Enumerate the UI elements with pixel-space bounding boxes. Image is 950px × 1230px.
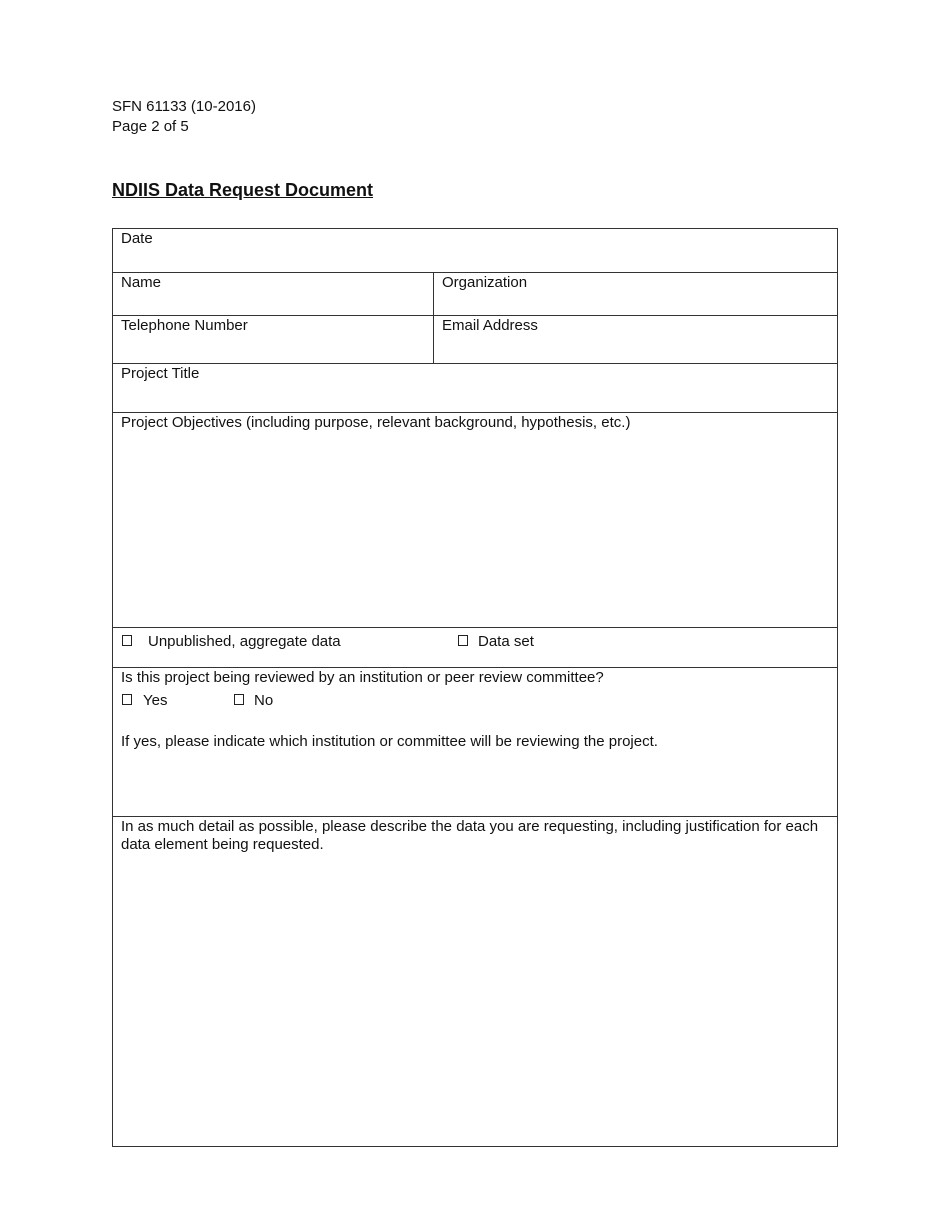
review-followup-label: If yes, please indicate which institution or committee will be reviewing the project. xyxy=(121,733,658,750)
data-set-checkbox[interactable] xyxy=(458,635,468,646)
project-objectives-field[interactable] xyxy=(113,413,837,628)
review-yes-checkbox[interactable] xyxy=(122,694,132,705)
review-row xyxy=(113,668,837,817)
review-question: Is this project being reviewed by an institution or peer review committee? xyxy=(121,669,604,686)
organization-label: Organization xyxy=(442,274,528,291)
form-number: SFN 61133 (10-2016) xyxy=(112,98,256,115)
date-row[interactable] xyxy=(113,229,837,273)
name-label: Name xyxy=(121,274,162,291)
page-number: Page 2 of 5 xyxy=(112,118,189,135)
project-objectives-label: Project Objectives (including purpose, relevant background, hypothesis, etc.) xyxy=(121,414,631,431)
data-description-label: In as much detail as possible, please describe the data you are requesting, including justification for each data element being requested. xyxy=(121,818,819,853)
telephone-email-row xyxy=(113,316,837,364)
date-label: Date xyxy=(121,230,153,247)
document-title: NDIIS Data Request Document xyxy=(112,180,374,200)
review-no-checkbox[interactable] xyxy=(234,694,244,705)
data-description-field[interactable] xyxy=(113,817,837,1146)
data-request-form xyxy=(112,228,838,1147)
organization-field[interactable] xyxy=(434,273,837,315)
project-title-field[interactable] xyxy=(113,364,837,413)
aggregate-data-label: Unpublished, aggregate data xyxy=(148,633,341,650)
data-type-row xyxy=(113,628,837,668)
telephone-field[interactable] xyxy=(113,316,434,363)
review-no-label: No xyxy=(254,692,274,709)
email-label: Email Address xyxy=(442,317,538,334)
data-set-label: Data set xyxy=(478,633,534,650)
name-organization-row xyxy=(113,273,837,316)
telephone-label: Telephone Number xyxy=(121,317,248,334)
project-title-label: Project Title xyxy=(121,365,200,382)
email-field[interactable] xyxy=(434,316,837,363)
review-yes-label: Yes xyxy=(143,692,168,709)
name-field[interactable] xyxy=(113,273,434,315)
aggregate-data-checkbox[interactable] xyxy=(122,635,132,646)
